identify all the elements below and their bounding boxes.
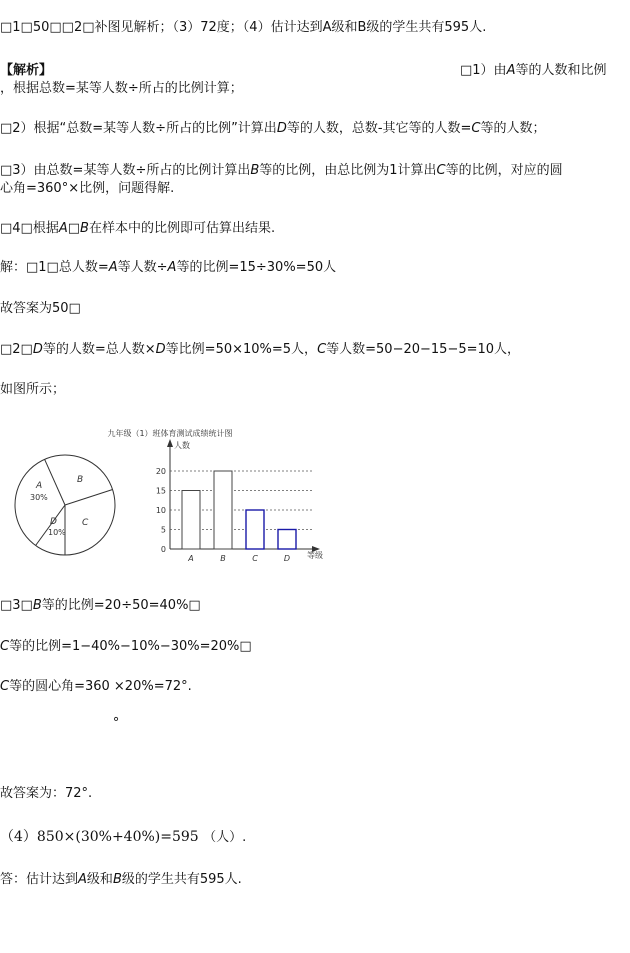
solution-line-1: 解：□1□总人数=A等人数÷A等的比例=15÷30%=50人	[0, 260, 337, 275]
x-tick-label: C	[252, 554, 258, 563]
x-tick-label: D	[283, 554, 291, 563]
y-tick-label: 20	[155, 467, 166, 476]
pie-percent-d: 10%	[48, 528, 66, 537]
pie-label-b: B	[77, 475, 84, 485]
pie-divider	[65, 490, 113, 506]
pie-label-c: C	[82, 518, 89, 528]
part-4-equation: （4）850×(30%+40%)=595 （人）.	[0, 829, 247, 845]
answer-summary: □1□50□□2□补图见解析；（3）72度；（4）估计达到A级和B级的学生共有595人.	[0, 20, 487, 35]
y-axis-arrow	[167, 439, 173, 447]
y-tick-label: 10	[155, 506, 166, 515]
statistics-figure	[10, 425, 340, 565]
x-axis-label: 等级	[307, 551, 323, 560]
y-tick-label: 0	[160, 545, 166, 554]
answer-3: 故答案为：72°.	[0, 786, 93, 801]
analysis-line-3: □3）由总数=某等人数÷所占的比例计算出B等的比例，由总比例为1计算出C等的比例，对应的圆	[0, 163, 563, 178]
y-tick-label: 5	[160, 525, 166, 535]
bar-chart	[156, 439, 323, 563]
pie-percent-a: 30%	[30, 493, 48, 502]
final-answer: 答：估计达到A级和B级的学生共有595人.	[0, 872, 242, 887]
as-shown-text: 如图所示；	[0, 382, 66, 397]
y-tick-label: 15	[155, 486, 166, 496]
analysis-heading: 【解析】	[0, 63, 53, 78]
analysis-line-1: □1）由A等的人数和比例	[460, 63, 607, 78]
analysis-line-4: □4□根据A□B在样本中的比例即可估算出结果.	[0, 221, 276, 236]
y-axis-label: 人数	[174, 441, 190, 450]
degree-symbol: ∘	[112, 712, 121, 727]
figure-svg	[10, 425, 340, 565]
pie-label-d: D	[50, 517, 57, 527]
bar-c	[246, 510, 264, 549]
figure-title: 九年级（1）班体育测试成绩统计图	[107, 429, 233, 438]
solution-line-5: C等的圆心角=360 ×20%=72°.	[0, 679, 192, 694]
bar-d	[278, 530, 296, 550]
solution-line-4: C等的比例=1−40%−10%−30%=20%□	[0, 639, 252, 654]
bar-a	[182, 491, 200, 550]
x-tick-label: B	[220, 554, 226, 563]
analysis-line-2: □2）根据“总数=某等人数÷所占的比例”计算出D等的人数，总数-其它等的人数=C等的人数；	[0, 121, 546, 136]
analysis-line-3-cont: 心角=360°×比例，问题得解.	[0, 181, 175, 196]
answer-1: 故答案为50□	[0, 301, 81, 316]
solution-line-3: □3□B等的比例=20÷50=40%□	[0, 598, 201, 613]
pie-chart	[15, 455, 115, 555]
pie-label-a: A	[36, 481, 43, 491]
solution-line-2: □2□D等的人数=总人数×D等比例=50×10%=5人，C等人数=50−20−15−5=10人，	[0, 342, 521, 357]
analysis-line-1-cont: ，根据总数=某等人数÷所占的比例计算；	[0, 81, 243, 96]
bar-b	[214, 471, 232, 549]
x-tick-label: A	[188, 554, 194, 563]
